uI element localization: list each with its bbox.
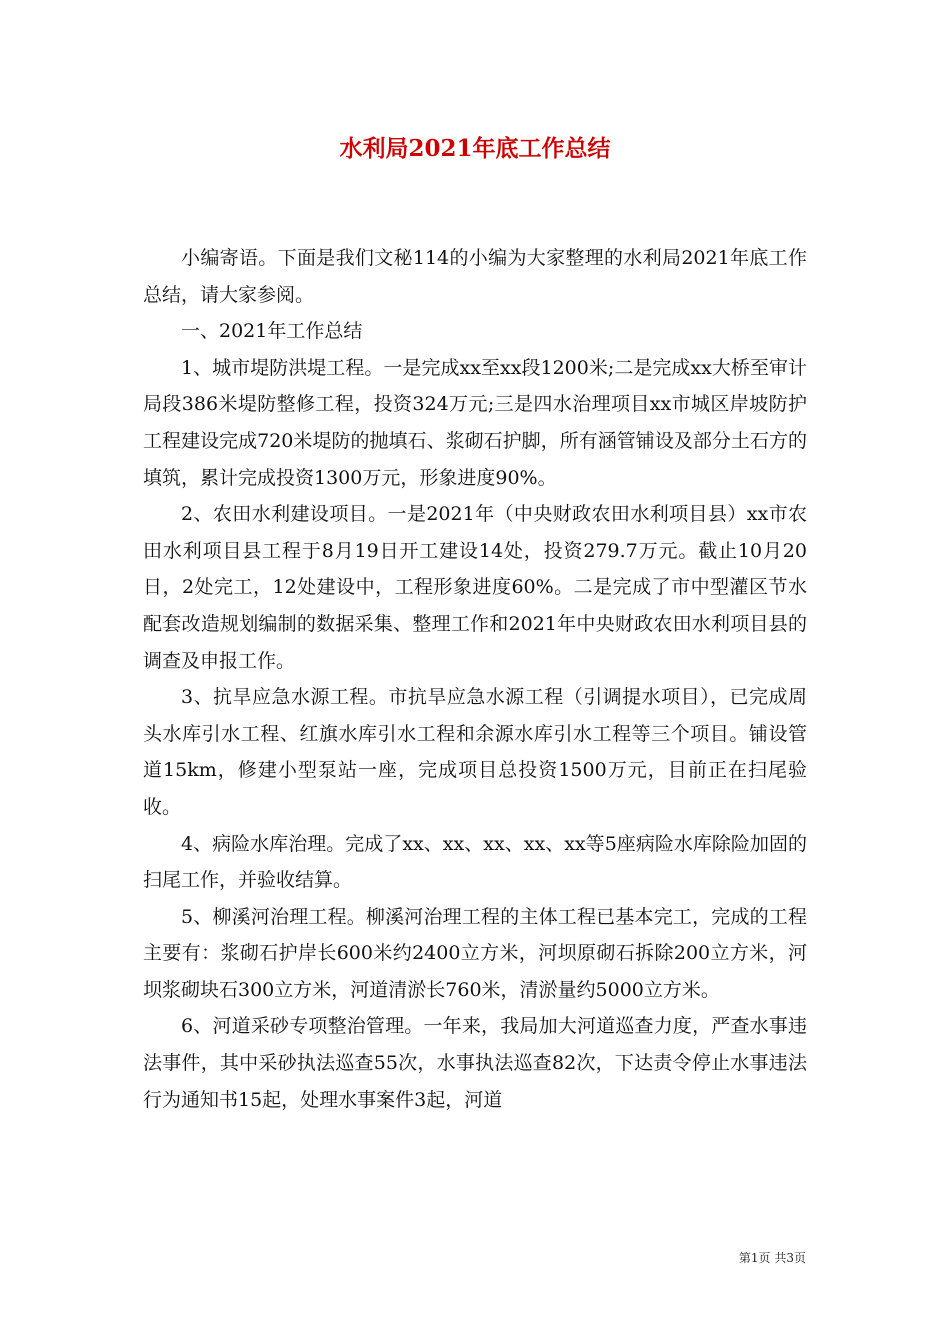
page-number: 第1页 共3页 — [738, 1251, 806, 1265]
document-title: 水利局2021年底工作总结 — [339, 135, 611, 162]
paragraph-item-2: 2、农田水利建设项目。一是2021年（中央财政农田水利项目县）xx市农田水利项目县工程于8月19日开工建设14处，投资279.7万元。截止10月20日，2处完工，12处建设中，工程形象进度60%。二是完成了市中型灌区节水配套改造规划编制的数据采集、整理工作和2021年中央财政农田水利项目县的调查及申报工作。 — [143, 503, 807, 672]
paragraph-item-6: 6、河道采砂专项整治管理。一年来，我局加大河道巡查力度，严查水事违法事件，其中采砂执法巡查55次，水事执法巡查82次，下达责令停止水事违法行为通知书15起，处理水事案件3起，河道 — [143, 1015, 807, 1111]
paragraph-intro: 小编寄语。下面是我们文秘114的小编为大家整理的水利局2021年底工作总结，请大家参阅。 — [143, 247, 807, 306]
paragraph-item-1: 1、城市堤防洪堤工程。一是完成xx至xx段1200米;二是完成xx大桥至审计局段386米堤防整修工程，投资324万元;三是四水治理项目xx市城区岸坡防护工程建设完成720米堤防的抛填石、浆砌石护脚，所有涵管铺设及部分土石方的填筑，累计完成投资1300万元，形象进度90%。 — [143, 356, 807, 489]
paragraph-item-4: 4、病险水库治理。完成了xx、xx、xx、xx、xx等5座病险水库除险加固的扫尾工作，并验收结算。 — [143, 832, 807, 892]
paragraph-item-5: 5、柳溪河治理工程。柳溪河治理工程的主体工程已基本完工，完成的工程主要有：浆砌石护岸长600米约2400立方米，河坝原砌石拆除200立方米，河坝浆砌块石300立方米，河道清淤长760米，清淤量约5000立方米。 — [143, 905, 807, 1001]
paragraph-item-3: 3、抗旱应急水源工程。市抗旱应急水源工程（引调提水项目），已完成周头水库引水工程、红旗水库引水工程和余源水库引水工程等三个项目。铺设管道15km，修建小型泵站一座，完成项目总投资1500万元，目前正在扫尾验收。 — [143, 686, 807, 818]
document-body — [143, 240, 807, 1118]
section-heading: 一、2021年工作总结 — [181, 320, 363, 343]
